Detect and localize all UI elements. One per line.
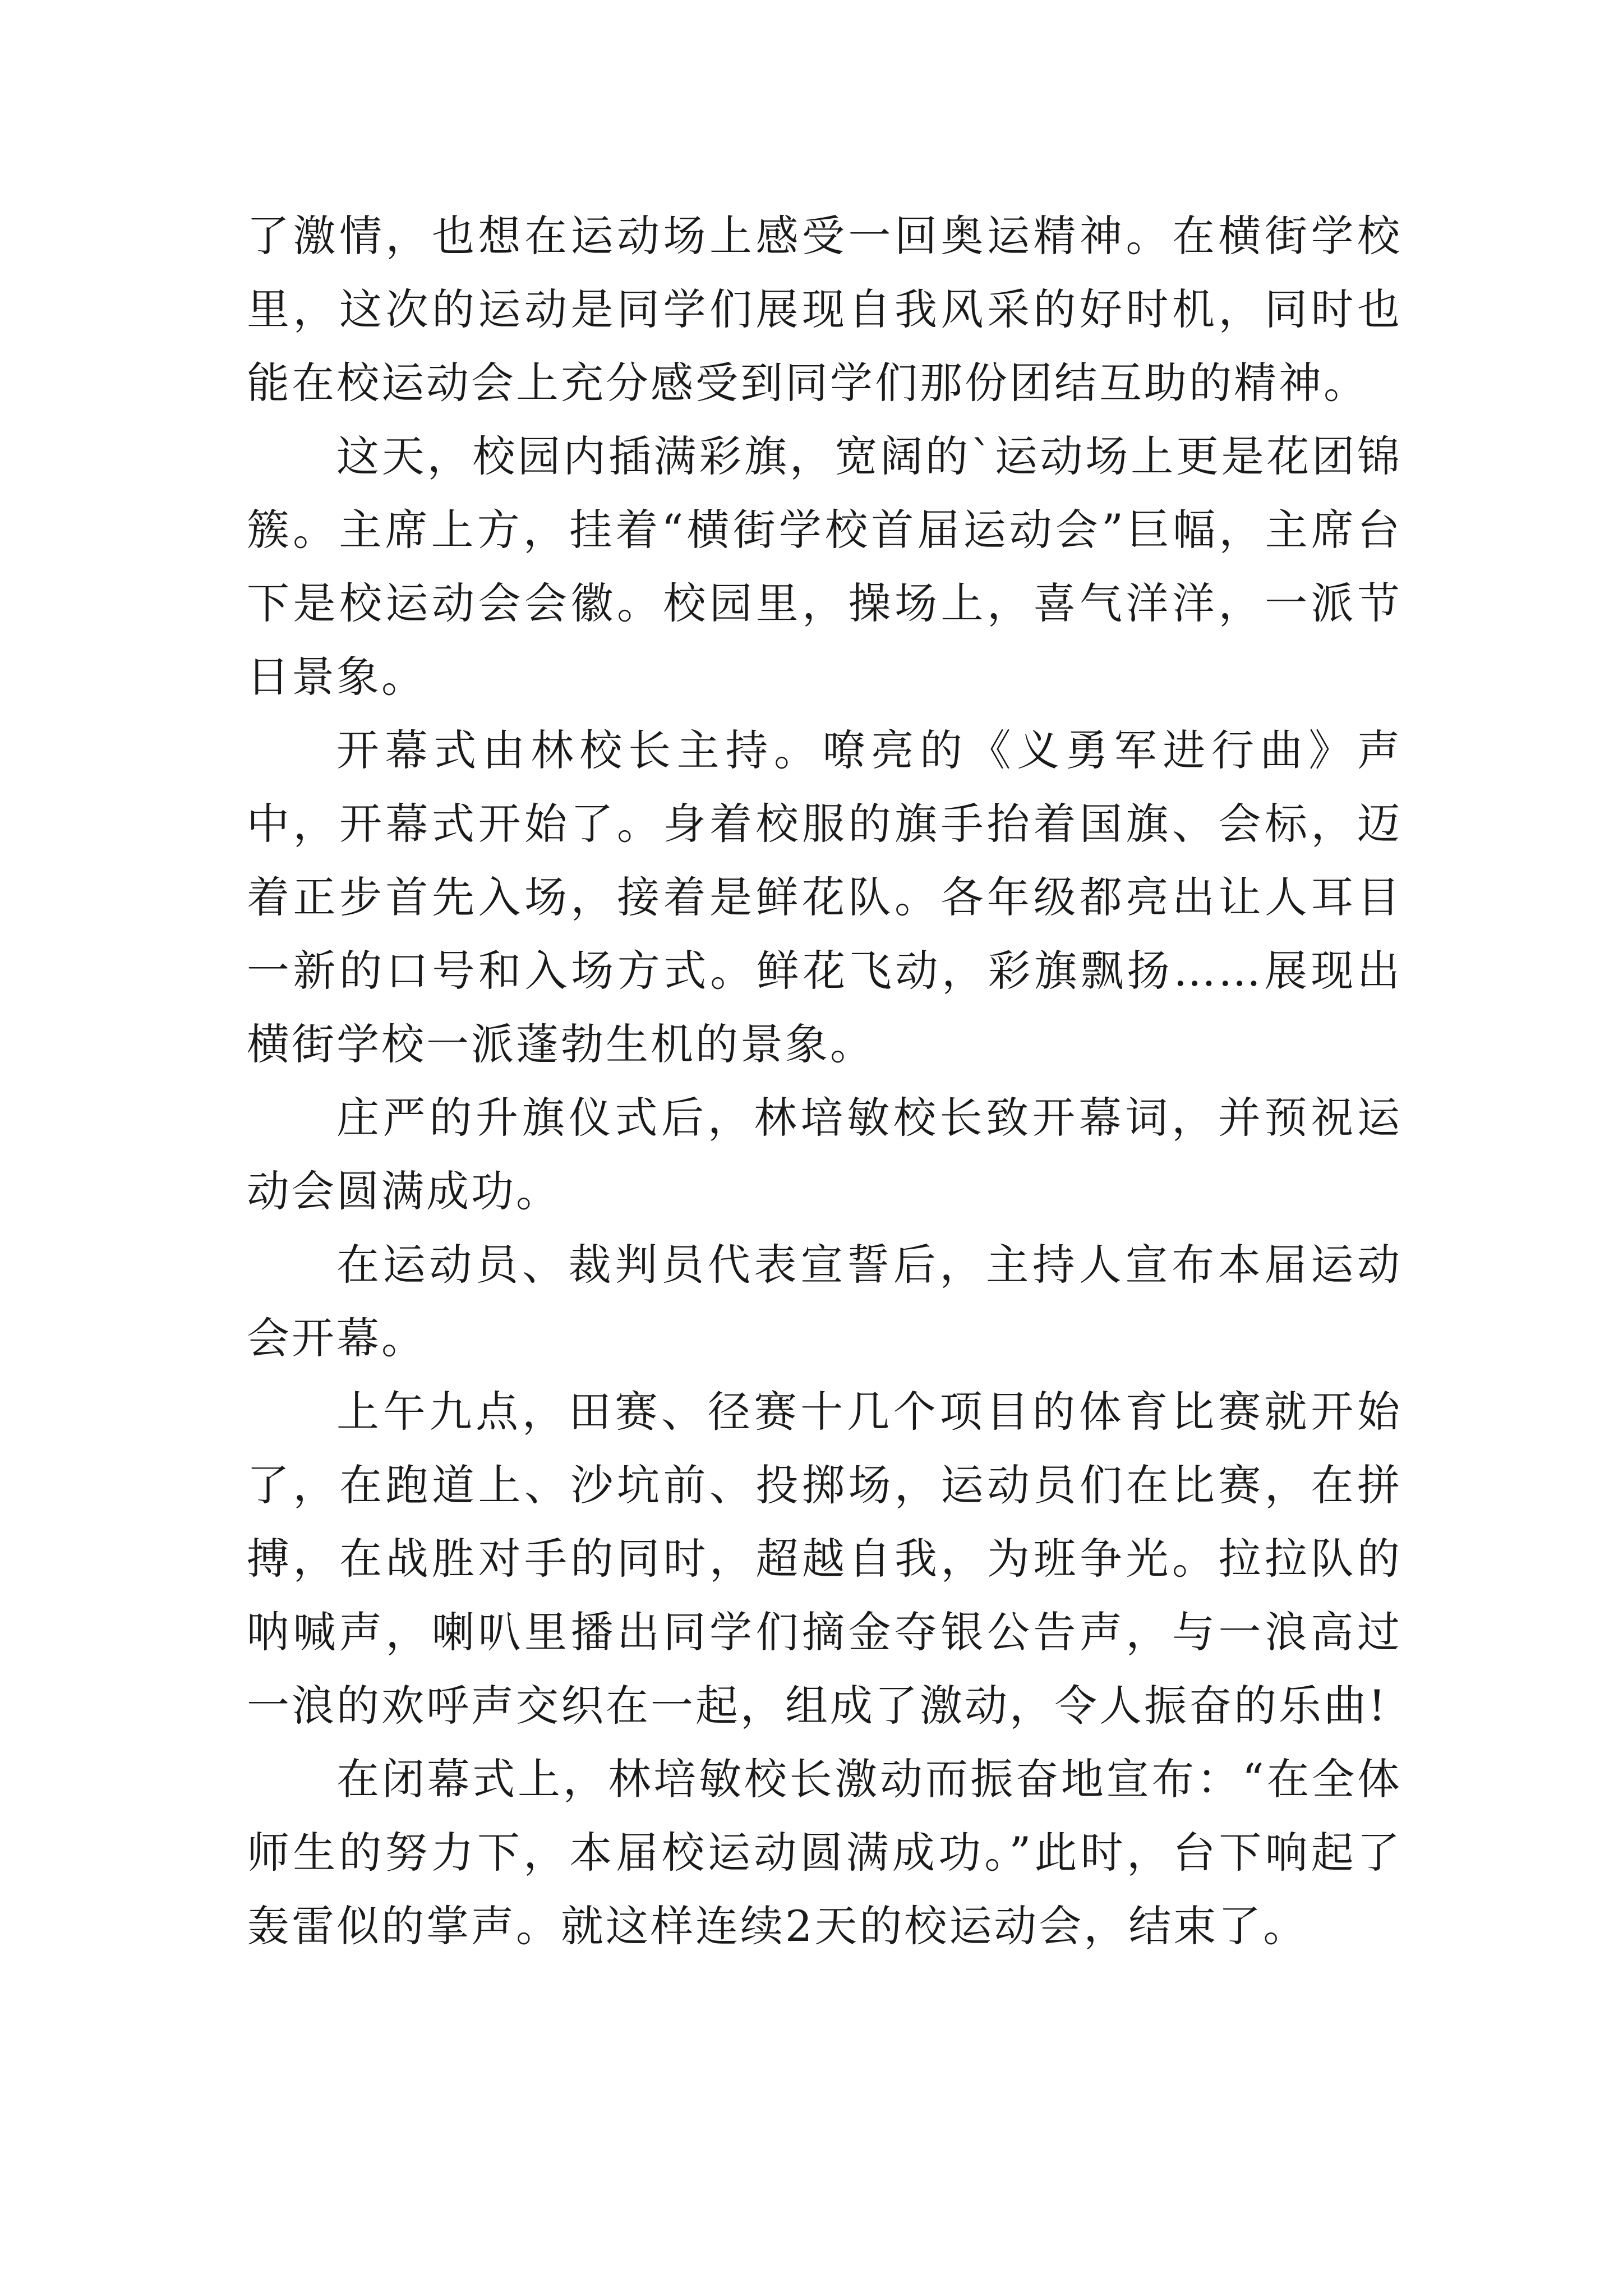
paragraph-5: 在运动员、裁判员代表宣誓后，主持人宣布本届运动会开幕。 [247, 1240, 1402, 1363]
paragraph-4: 庄严的升旗仪式后，林培敏校长致开幕词，并预祝运动会圆满成功。 [247, 1093, 1402, 1216]
paragraph-3: 开幕式由林校长主持。嘹亮的《义勇军进行曲》声中，开幕式开始了。身着校服的旗手抬着国旗、会标，迈着正步首先入场，接着是鲜花队。各年级都亮出让人耳目一新的口号和入场方式。鲜花飞动，彩旗飘扬……展现出横街学校一派蓬勃生机的景象。 [247, 725, 1402, 1069]
paragraph-2: 这天，校园内插满彩旗，宽阔的`运动场上更是花团锦簇。主席上方，挂着“横街学校首届运动会”巨幅，主席台下是校运动会会徽。校园里，操场上，喜气洋洋，一派节日景象。 [247, 431, 1402, 702]
paragraph-7: 在闭幕式上，林培敏校长激动而振奋地宣布：“在全体师生的努力下，本届校运动圆满成功。”此时，台下响起了轰雷似的掌声。就这样连续2天的校运动会，结束了。 [247, 1754, 1402, 1951]
paragraph-6: 上午九点，田赛、径赛十几个项目的体育比赛就开始了，在跑道上、沙坑前、投掷场，运动员们在比赛，在拼搏，在战胜对手的同时，超越自我，为班争光。拉拉队的呐喊声，喇叭里播出同学们摘金夺银公告声，与一浪高过一浪的欢呼声交织在一起，组成了激动，令人振奋的乐曲! [247, 1387, 1402, 1731]
paragraph-1: 了激情，也想在运动场上感受一回奥运精神。在横街学校里，这次的运动是同学们展现自我风采的好时机，同时也能在校运动会上充分感受到同学们那份团结互助的精神。 [247, 211, 1402, 408]
article-body [247, 199, 1402, 1963]
